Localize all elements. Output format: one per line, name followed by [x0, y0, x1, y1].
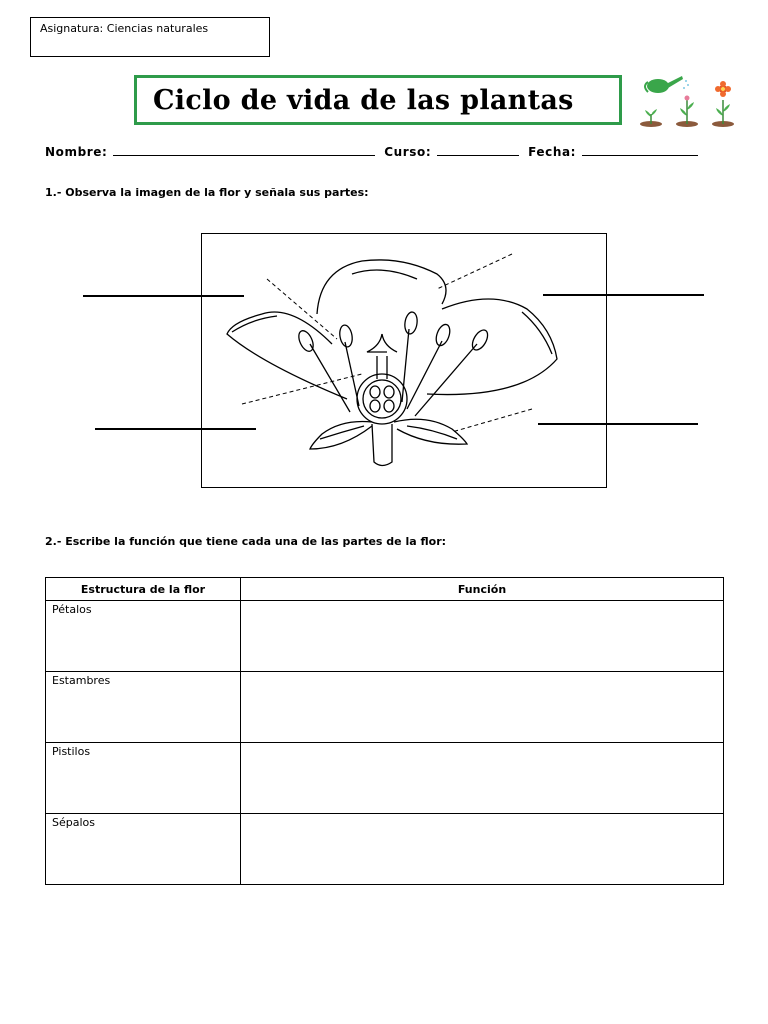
page-title: Ciclo de vida de las plantas — [153, 84, 574, 116]
function-cell[interactable] — [241, 672, 724, 743]
question-1: 1.- Observa la imagen de la flor y señala sus partes: — [45, 186, 369, 199]
structure-cell: Estambres — [46, 672, 241, 743]
function-cell[interactable] — [241, 601, 724, 672]
name-field[interactable] — [113, 144, 375, 156]
structure-cell: Pétalos — [46, 601, 241, 672]
table-row — [46, 814, 724, 885]
function-table — [45, 577, 724, 885]
table-row — [46, 601, 724, 672]
table-row — [46, 743, 724, 814]
stamens — [296, 311, 491, 416]
pistil — [357, 334, 407, 466]
subject-label: Asignatura: Ciencias naturales — [40, 22, 209, 35]
date-label: Fecha: — [528, 145, 577, 159]
sprout-icon — [640, 109, 662, 127]
plant-growth-illustration — [636, 70, 740, 130]
structure-cell: Pistilos — [46, 743, 241, 814]
table-header-row — [46, 578, 724, 601]
header-structure: Estructura de la flor — [46, 578, 241, 601]
subject-box — [30, 17, 270, 57]
date-field[interactable] — [582, 144, 698, 156]
structure-cell: Sépalos — [46, 814, 241, 885]
flower-icon — [712, 81, 734, 127]
name-label: Nombre: — [45, 145, 108, 159]
watering-can-icon — [645, 76, 689, 93]
course-field[interactable] — [437, 144, 519, 156]
flower-diagram-frame — [201, 233, 607, 488]
student-info-row — [45, 144, 702, 159]
pointer-lines — [242, 254, 532, 432]
petal-back — [317, 260, 446, 314]
growing-plant-icon — [676, 96, 698, 128]
title-box — [134, 75, 622, 125]
function-cell[interactable] — [241, 743, 724, 814]
course-label: Curso: — [384, 145, 432, 159]
petal-left — [227, 312, 347, 399]
header-function: Función — [241, 578, 724, 601]
function-cell[interactable] — [241, 814, 724, 885]
table-row — [46, 672, 724, 743]
flower-diagram — [202, 234, 606, 487]
question-2: 2.- Escribe la función que tiene cada una de las partes de la flor: — [45, 535, 447, 548]
